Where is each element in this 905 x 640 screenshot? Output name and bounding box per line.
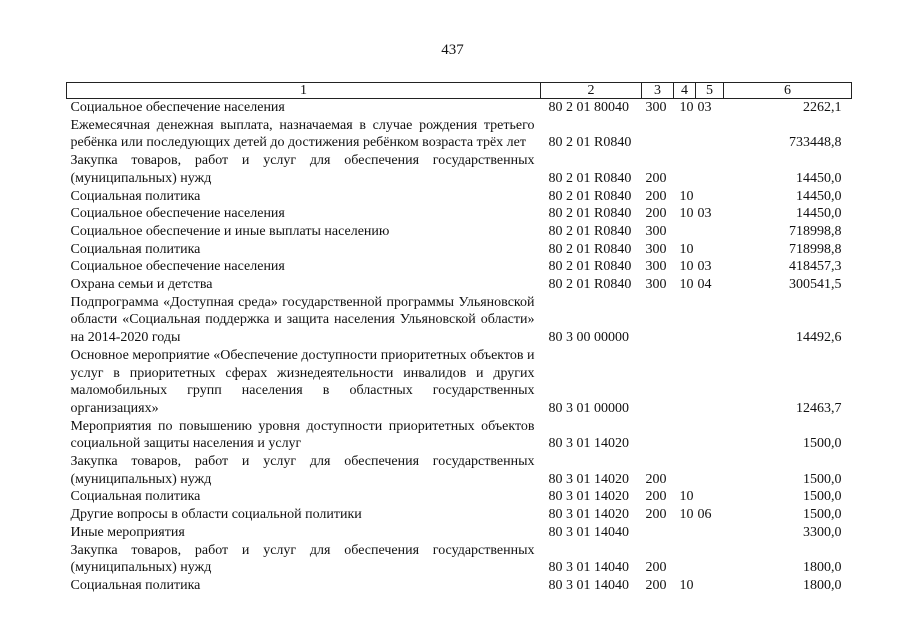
row-name: Социальное обеспечение населения: [70, 100, 285, 115]
row-subsection: [696, 488, 724, 506]
table-row: [67, 506, 852, 524]
header-col-3: 3: [642, 83, 674, 99]
row-subsection: [696, 524, 724, 542]
row-name: Закупка товаров, работ и услуг для обеспечения государственных (муниципальных) нужд: [70, 542, 535, 576]
row-expense-type: 300: [645, 259, 667, 275]
row-amount: 3300,0: [803, 524, 842, 540]
row-section: [674, 117, 696, 152]
row-subsection: [696, 542, 724, 577]
row-expense-type: [642, 524, 674, 542]
row-name: Иные мероприятия: [70, 524, 185, 540]
row-subsection: [696, 418, 724, 453]
row-code: 80 2 01 R0840: [548, 206, 632, 222]
row-section: 10: [679, 206, 694, 222]
table-row: [67, 188, 852, 206]
row-amount: 14450,0: [796, 170, 842, 186]
table-row: [67, 205, 852, 223]
header-col-6: 6: [724, 83, 852, 99]
row-amount: 2262,1: [803, 100, 842, 115]
table-row: [67, 524, 852, 542]
row-name: Социальная политика: [70, 188, 201, 204]
row-name: Подпрограмма «Доступная среда» государственной программы Ульяновской области «Социальная поддержка и защита населения Ульяновской области» на 2014-2020 годы: [70, 294, 535, 346]
row-code: 80 2 01 R0840: [548, 135, 632, 151]
table-row: [67, 223, 852, 241]
row-subsection: 03: [697, 259, 712, 275]
row-subsection: [696, 188, 724, 206]
row-expense-type: 300: [645, 100, 667, 115]
row-code: 80 2 01 R0840: [548, 241, 632, 257]
row-expense-type: 200: [645, 170, 667, 186]
table-body: [67, 99, 852, 595]
row-expense-type: 200: [645, 560, 667, 576]
row-subsection: [696, 241, 724, 259]
row-expense-type: 200: [645, 188, 667, 204]
row-amount: 1800,0: [803, 577, 842, 593]
row-code: 80 2 01 R0840: [548, 259, 632, 275]
row-amount: 418457,3: [789, 259, 842, 275]
table-row: [67, 542, 852, 577]
row-amount: 14450,0: [796, 188, 842, 204]
row-name: Другие вопросы в области социальной политики: [70, 507, 362, 523]
row-code: 80 2 01 R0840: [548, 188, 632, 204]
header-row: [67, 83, 852, 99]
row-code: 80 3 01 14040: [548, 577, 629, 593]
row-section: [674, 418, 696, 453]
row-section: [674, 294, 696, 347]
row-code: 80 3 01 00000: [548, 400, 629, 416]
row-expense-type: [642, 347, 674, 418]
row-code: 80 3 00 00000: [548, 330, 629, 346]
row-expense-type: 200: [645, 206, 667, 222]
row-code: 80 2 01 R0840: [548, 170, 632, 186]
row-section: [674, 542, 696, 577]
row-code: 80 3 01 14020: [548, 471, 629, 487]
row-amount: 14450,0: [796, 206, 842, 222]
header-col-1: 1: [67, 83, 541, 99]
row-amount: 14492,6: [796, 330, 842, 346]
row-section: [674, 453, 696, 488]
row-code: 80 3 01 14040: [548, 560, 629, 576]
table-header: [67, 83, 852, 99]
row-amount: 718998,8: [789, 223, 842, 239]
row-name: Социальная политика: [70, 489, 201, 505]
table-row: [67, 347, 852, 418]
row-expense-type: 300: [645, 223, 667, 239]
row-code: 80 2 01 R0840: [548, 277, 632, 293]
table-row: [67, 453, 852, 488]
row-section: 10: [679, 259, 694, 275]
row-subsection: [696, 347, 724, 418]
table-row: [67, 577, 852, 595]
row-expense-type: [642, 294, 674, 347]
budget-table: [66, 82, 852, 595]
row-amount: 1500,0: [803, 507, 842, 523]
row-expense-type: 300: [645, 241, 667, 257]
row-amount: 12463,7: [796, 400, 842, 416]
row-section: [674, 347, 696, 418]
row-code: 80 2 01 R0840: [548, 223, 632, 239]
row-code: 80 3 01 14020: [548, 436, 629, 452]
row-name: Социальная политика: [70, 241, 201, 257]
table-row: [67, 99, 852, 117]
row-code: 80 2 01 80040: [548, 100, 629, 115]
row-amount: 300541,5: [789, 277, 842, 293]
row-code: 80 3 01 14020: [548, 507, 629, 523]
table-row: [67, 241, 852, 259]
row-amount: 1500,0: [803, 436, 842, 452]
row-name: Закупка товаров, работ и услуг для обеспечения государственных (муниципальных) нужд: [70, 153, 535, 186]
table-row: [67, 488, 852, 506]
row-amount: 1500,0: [803, 471, 842, 487]
row-subsection: [696, 453, 724, 488]
row-section: 10: [679, 277, 694, 293]
row-section: 10: [679, 507, 694, 523]
row-section: 10: [679, 489, 694, 505]
table-row: [67, 418, 852, 453]
row-name: Социальное обеспечение населения: [70, 206, 285, 222]
row-expense-type: [642, 117, 674, 152]
row-expense-type: 200: [645, 489, 667, 505]
row-name: Закупка товаров, работ и услуг для обеспечения государственных (муниципальных) нужд: [70, 454, 535, 487]
row-expense-type: 200: [645, 471, 667, 487]
header-col-5: 5: [696, 83, 724, 99]
table-row: [67, 117, 852, 152]
row-subsection: [696, 223, 724, 241]
row-expense-type: 300: [645, 277, 667, 293]
row-subsection: 04: [697, 277, 712, 293]
page-number: 437: [441, 42, 464, 58]
row-subsection: [696, 294, 724, 347]
row-code: 80 3 01 14020: [548, 489, 629, 505]
row-expense-type: 200: [645, 577, 667, 593]
row-name: Социальная политика: [70, 577, 201, 593]
table-row: [67, 152, 852, 187]
row-subsection: 03: [697, 206, 712, 222]
row-amount: 1800,0: [803, 560, 842, 576]
row-name: Охрана семьи и детства: [70, 277, 213, 293]
row-section: [674, 152, 696, 187]
row-amount: 1500,0: [803, 489, 842, 505]
row-code: 80 3 01 14040: [548, 524, 629, 540]
row-subsection: [696, 117, 724, 152]
row-name: Социальное обеспечение и иные выплаты населению: [70, 223, 390, 239]
row-name: Социальное обеспечение населения: [70, 259, 285, 275]
table-row: [67, 276, 852, 294]
table-row: [67, 294, 852, 347]
row-section: 10: [679, 241, 694, 257]
row-subsection: 03: [697, 100, 712, 115]
row-expense-type: [642, 418, 674, 453]
row-subsection: 06: [697, 507, 712, 523]
row-section: 10: [679, 577, 694, 593]
header-col-2: 2: [541, 83, 642, 99]
row-name: Основное мероприятие «Обеспечение доступности приоритетных объектов и услуг в приоритетных сферах жизнедеятельности инвалидов и других маломобильных групп населения в областных государственных организациях»: [70, 347, 535, 416]
row-section: [674, 524, 696, 542]
row-section: 10: [679, 100, 694, 115]
table-row: [67, 258, 852, 276]
row-subsection: [696, 577, 724, 595]
row-name: Ежемесячная денежная выплата, назначаемая в случае рождения третьего ребёнка или последующих детей до достижения ребёнком возраста трёх лет: [70, 117, 535, 151]
row-section: 10: [679, 188, 694, 204]
row-amount: 733448,8: [789, 135, 842, 151]
row-name: Мероприятия по повышению уровня доступности приоритетных объектов социальной защиты населения и услуг: [70, 418, 535, 452]
row-amount: 718998,8: [789, 241, 842, 257]
row-expense-type: 200: [645, 507, 667, 523]
row-subsection: [696, 152, 724, 187]
header-col-4: 4: [674, 83, 696, 99]
row-section: [674, 223, 696, 241]
